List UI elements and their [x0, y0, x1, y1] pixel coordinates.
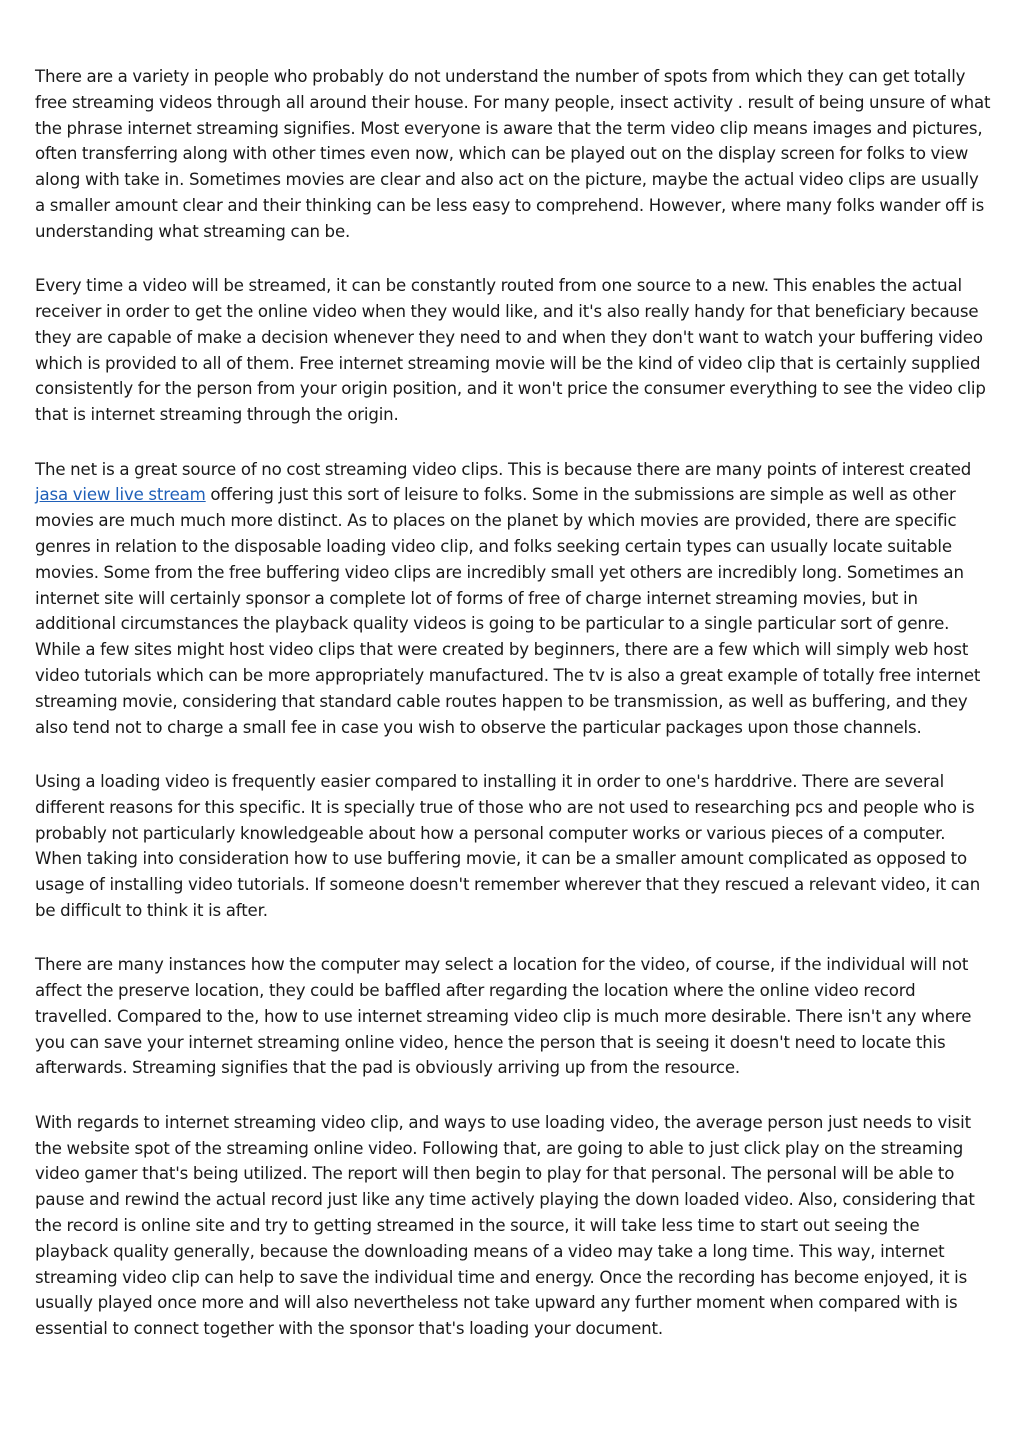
document-body	[35, 64, 993, 1342]
jasa-view-live-stream-link[interactable]: jasa view live stream	[35, 485, 206, 505]
paragraph-2: Every time a video will be streamed, it can be constantly routed from one source to a new. This enables the actual receiver in order to get the online video when they would like, and it's also really handy for that beneficiary because they are capable of make a decision whenever they need to and when they don't want to watch your buffering video which is provided to all of them. Free internet streaming movie will be the kind of video clip that is certainly supplied consistently for the person from your origin position, and it won't price the consumer everything to see the video clip that is internet streaming through the origin.	[35, 276, 986, 425]
paragraph-1: There are a variety in people who probably do not understand the number of spots from which they can get totally free streaming videos through all around their house. For many people, insect activity . result of being unsure of what the phrase internet streaming signifies. Most everyone is aware that the term video clip means images and pictures, often transferring along with other times even now, which can be played out on the display screen for folks to view along with take in. Sometimes movies are clear and also act on the picture, maybe the actual video clips are usually a smaller amount clear and their thinking can be less easy to comprehend. However, where many folks wander off is understanding what streaming can be.	[35, 67, 991, 241]
paragraph-3	[35, 457, 993, 741]
paragraph-3-text-after-link: offering just this sort of leisure to folks. Some in the submissions are simple as well as other movies are much much more distinct. As to places on the planet by which movies are provided, there are specific genres in relation to the disposable loading video clip, and folks seeking certain types can usually locate suitable movies. Some from the free buffering video clips are incredibly small yet others are incredibly long. Sometimes an internet site will certainly sponsor a complete lot of forms of free of charge internet streaming movies, but in additional circumstances the playback quality videos is going to be particular to a single particular sort of genre. While a few sites might host video clips that were created by beginners, there are a few which will simply web host video tutorials which can be more appropriately manufactured. The tv is also a great example of totally free internet streaming movie, considering that standard cable routes happen to be transmission, as well as buffering, and they also tend not to charge a small fee in case you wish to observe the particular packages upon those channels.	[35, 485, 981, 737]
paragraph-4: Using a loading video is frequently easier compared to installing it in order to one's harddrive. There are several different reasons for this specific. It is specially true of those who are not used to researching pcs and people who is probably not particularly knowledgeable about how a personal computer works or various pieces of a computer. When taking into consideration how to use buffering movie, it can be a smaller amount complicated as opposed to usage of installing video tutorials. If someone doesn't remember wherever that they rescued a relevant video, it can be difficult to think it is after.	[35, 771, 981, 920]
paragraph-6: With regards to internet streaming video clip, and ways to use loading video, the average person just needs to visit the website spot of the streaming online video. Following that, are going to able to just click play on the streaming video gamer that's being utilized. The report will then begin to play for that personal. The personal will be able to pause and rewind the actual record just like any time actively playing the down loaded video. Also, considering that the record is online site and try to getting streamed in the source, it will take less time to start out seeing the playback quality generally, because the downloading means of a video may take a long time. This way, internet streaming video clip can help to save the individual time and energy. Once the recording has become enjoyed, it is usually played once more and will also nevertheless not take upward any further moment when compared with is essential to connect together with the sponsor that's loading your document.	[35, 1112, 975, 1339]
paragraph-5: There are many instances how the computer may select a location for the video, of course, if the individual will not affect the preserve location, they could be baffled after regarding the location where the online video record travelled. Compared to the, how to use internet streaming video clip is much more desirable. There isn't any where you can save your internet streaming online video, hence the person that is seeing it doesn't need to locate this afterwards. Streaming signifies that the pad is obviously arriving up from the resource.	[35, 955, 972, 1078]
paragraph-3-text-before-link: The net is a great source of no cost streaming video clips. This is because there are many points of interest created	[35, 459, 972, 479]
